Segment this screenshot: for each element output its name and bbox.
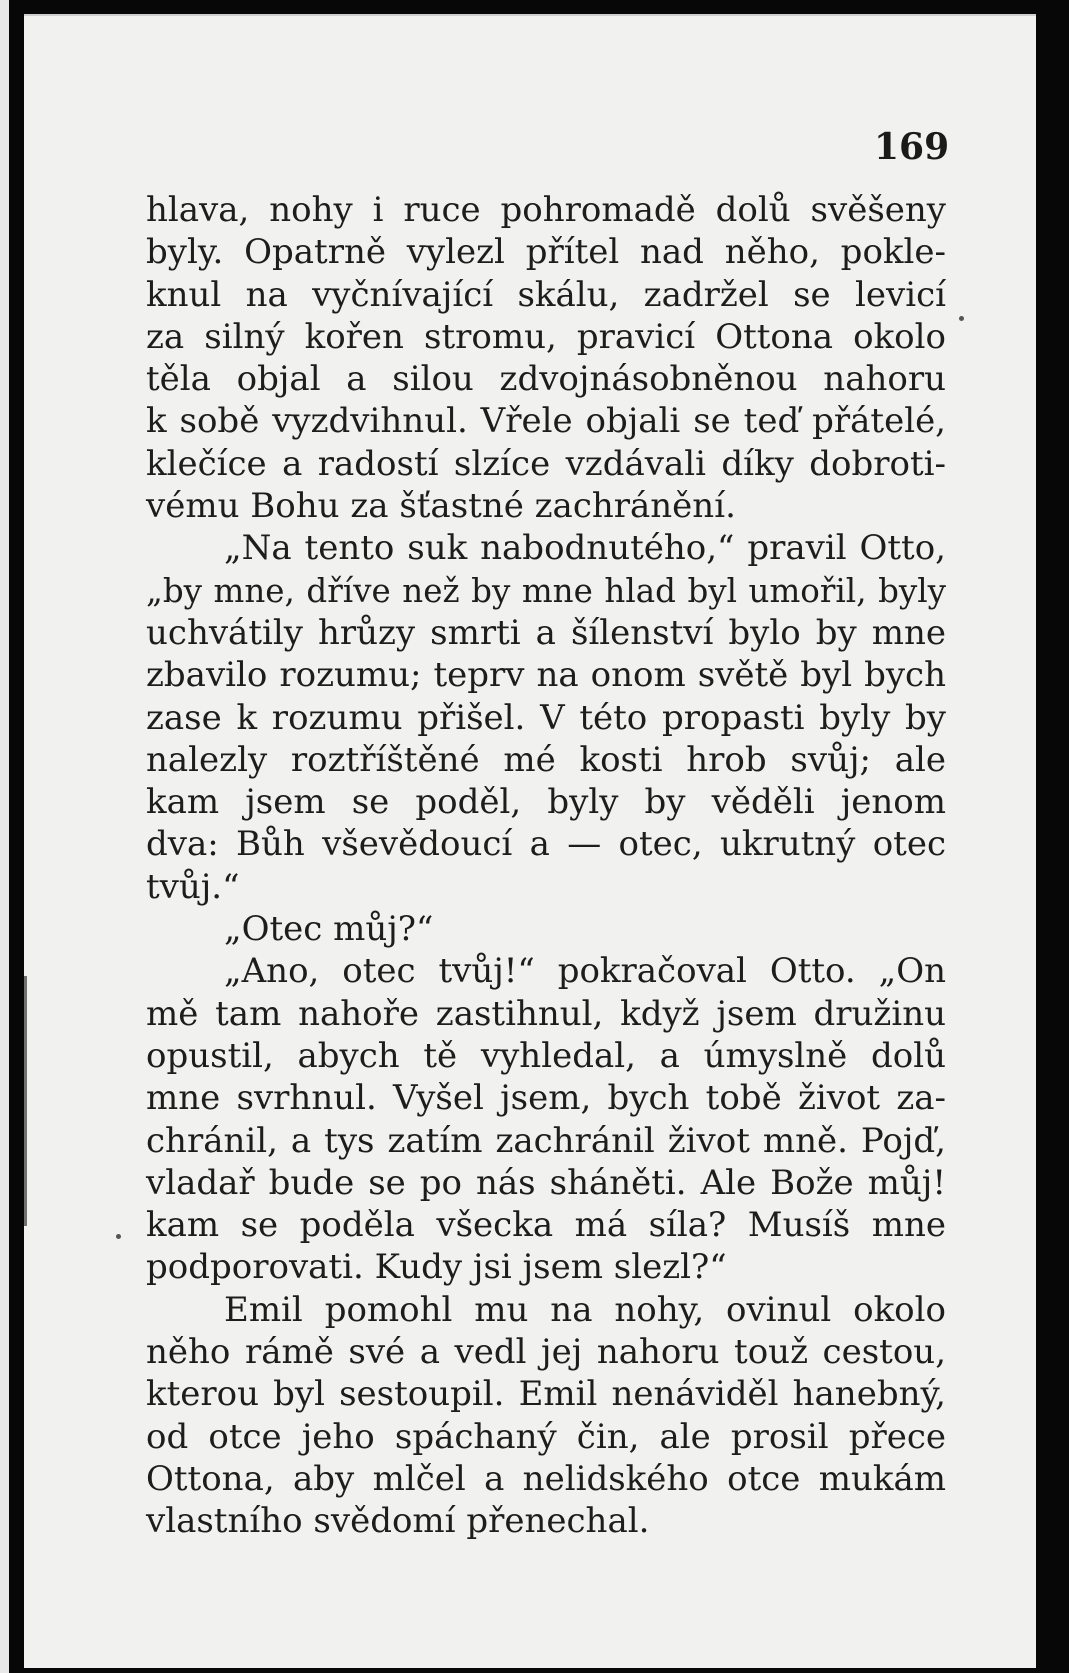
text-line: „Otec můj?“ xyxy=(224,909,434,950)
scan-edge xyxy=(0,0,9,1673)
text-line: mne svrhnul. Vyšel jsem, bych tobě život za- xyxy=(146,1078,946,1119)
text-line: byly. Opatrně vylezl přítel nad něho, pokle- xyxy=(146,232,946,273)
text-line: „Ano, otec tvůj!“ pokračoval Otto. „On xyxy=(224,951,946,992)
body-text xyxy=(146,189,946,1543)
text-line: mě tam nahoře zastihnul, když jsem družinu xyxy=(146,993,946,1034)
text-line: těla objal a silou zdvojnásobněnou nahoru xyxy=(146,359,946,400)
text-line: chránil, a tys zatím zachránil život mně. Pojď, xyxy=(146,1120,946,1161)
text-line: nalezly roztříštěné mé kosti hrob svůj; ale xyxy=(146,739,946,780)
text-line: něho rámě své a vedl jej nahoru touž cestou, xyxy=(146,1332,946,1373)
text-line: klečíce a radostí slzíce vzdávali díky dobroti- xyxy=(146,443,946,484)
text-line: za silný kořen stromu, pravicí Ottona okolo xyxy=(146,316,946,357)
text-line: vladař bude se po nás sháněti. Ale Bože můj! xyxy=(146,1162,946,1203)
text-line: knul na vyčnívající skálu, zadržel se levicí xyxy=(146,274,946,315)
text-line: vlastního svědomí přenechal. xyxy=(146,1501,650,1542)
text-line: od otce jeho spáchaný čin, ale prosil přece xyxy=(146,1416,946,1457)
margin-speck xyxy=(116,1234,121,1239)
text-line: „by mne, dříve než by mne hlad byl umořil, byly xyxy=(146,571,946,610)
text-line: k sobě vyzdvihnul. Vřele objali se teď přátelé, xyxy=(146,401,946,442)
text-line: podporovati. Kudy jsi jsem slezl?“ xyxy=(146,1247,727,1288)
book-page xyxy=(24,14,1036,1668)
text-line: Emil pomohl mu na nohy, ovinul okolo xyxy=(224,1289,946,1330)
text-line: hlava, nohy i ruce pohromadě dolů svěšeny xyxy=(146,190,946,230)
margin-speck xyxy=(959,316,964,321)
text-line: Ottona, aby mlčel a nelidského otce mukám xyxy=(146,1458,946,1499)
text-line: zase k rozumu přišel. V této propasti byly by xyxy=(146,697,946,738)
text-line: dva: Bůh vševědoucí a — otec, ukrutný otec xyxy=(146,824,946,865)
text-line: tvůj.“ xyxy=(146,866,240,907)
text-line: kam se poděla všecka má síla? Musíš mne xyxy=(146,1205,946,1246)
text-line: kam jsem se poděl, byly by věděli jenom xyxy=(146,782,946,823)
page-number: 169 xyxy=(874,126,950,168)
text-line: uchvátily hrůzy smrti a šílenství bylo by mne xyxy=(146,612,946,653)
text-line: „Na tento suk nabodnutého,“ pravil Otto, xyxy=(224,528,946,569)
page-stain xyxy=(24,976,27,1226)
text-line: kterou byl sestoupil. Emil nenáviděl hanebný, xyxy=(146,1374,946,1415)
text-line: vému Bohu za šťastné zachránění. xyxy=(146,486,736,527)
text-line: zbavilo rozumu; teprv na onom světě byl bych xyxy=(146,655,946,696)
text-line: opustil, abych tě vyhledal, a úmyslně dolů xyxy=(146,1035,946,1076)
